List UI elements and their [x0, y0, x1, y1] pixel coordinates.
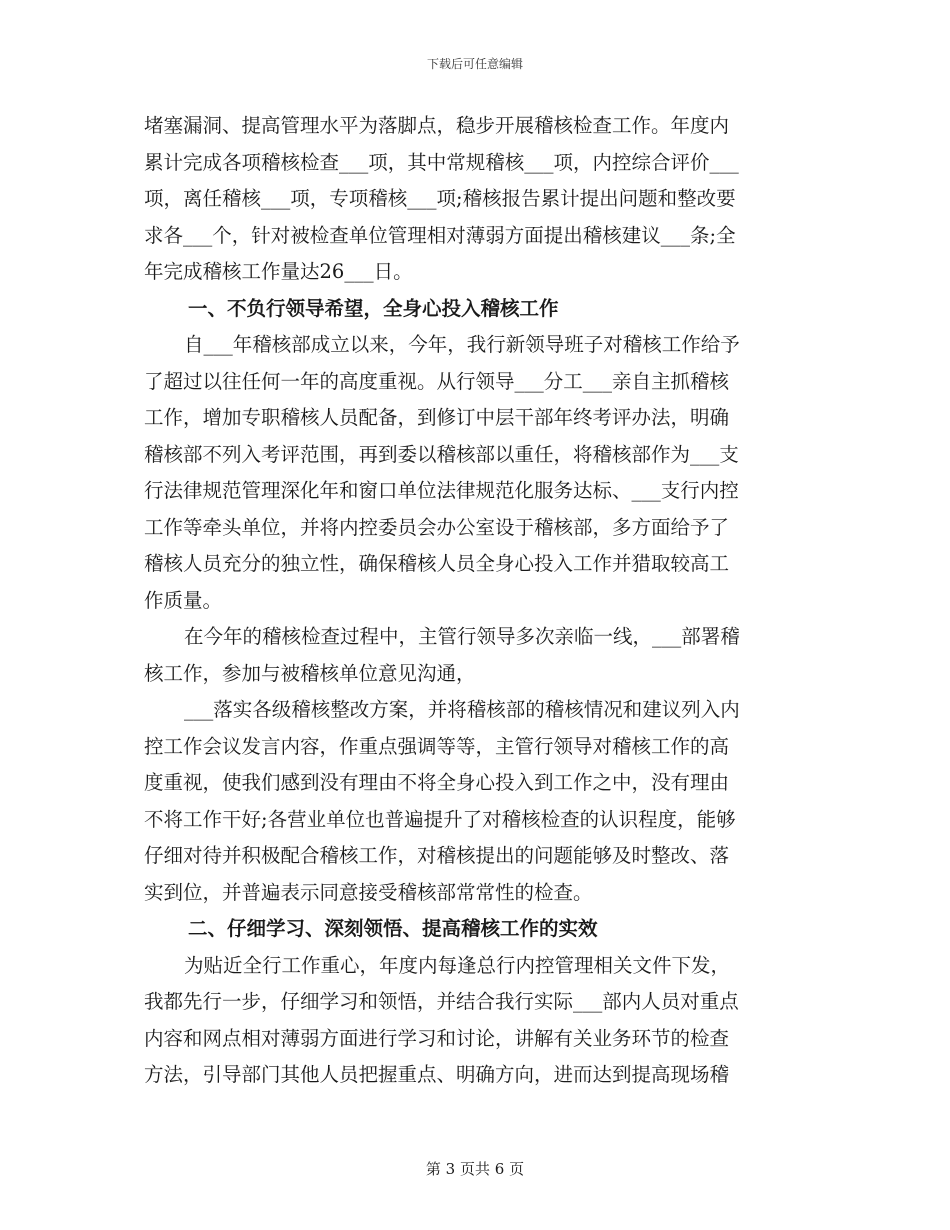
- paragraph-first-line: 在今年的稽核检查过程中，主管行领导多次亲临一线，___部署稽: [184, 625, 740, 648]
- text-line: 方法，引导部门其他人员把握重点、明确方向，进而达到提高现场稽: [144, 1063, 730, 1086]
- text-line: 了超过以往任何一年的高度重视。从行领导___分工___亲自主抓稽核: [144, 369, 730, 393]
- section-heading-1: 一、不负行领导希望，全身心投入稽核工作: [188, 296, 559, 320]
- text-line: 求各___个，针对被检查单位管理相对薄弱方面提出稽核建议___条;全: [144, 223, 736, 247]
- text-line: 作质量。: [144, 588, 223, 612]
- page-header: 下载后可任意编辑: [426, 57, 523, 71]
- text-line: 控工作会议发言内容，作重点强调等等，主管行领导对稽核工作的高: [144, 734, 730, 758]
- text-line: 工作等牵头单位，并将内控委员会办公室设于稽核部，多方面给予了: [144, 515, 730, 539]
- text-line: 年完成稽核工作量达26___日。: [144, 260, 413, 283]
- text-line: 我都先行一步，仔细学习和领悟，并结合我行实际___部内人员对重点: [144, 990, 739, 1013]
- text-line: 项，离任稽核___项，专项稽核___项;稽核报告累计提出问题和整改要: [144, 187, 736, 210]
- paragraph-first-line: 为贴近全行工作重心，年度内每逢总行内控管理相关文件下发，: [184, 953, 731, 977]
- text-line: 稽核部不列入考评范围，再到委以稽核部以重任，将稽核部作为___支: [144, 442, 739, 466]
- section-heading-2: 二、仔细学习、深刻领悟、提高稽核工作的实效: [188, 917, 598, 940]
- text-line: 核工作，参加与被稽核单位意见沟通，: [144, 661, 476, 685]
- text-line: 堵塞漏洞、提高管理水平为落脚点，稳步开展稽核检查工作。年度内: [144, 114, 730, 137]
- text-line: 仔细对待并积极配合稽核工作，对稽核提出的问题能够及时整改、落: [144, 844, 730, 867]
- paragraph-first-line: 自___年稽核部成立以来，今年，我行新领导班子对稽核工作给予: [184, 333, 740, 356]
- text-line: 度重视，使我们感到没有理由不将全身心投入到工作之中，没有理由: [144, 771, 730, 794]
- document-body: [144, 108, 806, 1094]
- text-line: 不将工作干好;各营业单位也普遍提升了对稽核检查的认识程度，能够: [144, 807, 736, 831]
- text-line: 稽核人员充分的独立性，确保稽核人员全身心投入工作并猎取较高工: [144, 552, 730, 575]
- text-line: 内容和网点相对薄弱方面进行学习和讨论，讲解有关业务环节的检查: [144, 1026, 730, 1050]
- page-footer: 第 3 页共 6 页: [425, 1160, 525, 1178]
- text-line: 累计完成各项稽核检查___项，其中常规稽核___项，内控综合评价___: [144, 150, 739, 174]
- paragraph-first-line: ___落实各级稽核整改方案，并将稽核部的稽核情况和建议列入内: [184, 698, 740, 721]
- text-line: 工作，增加专职稽核人员配备，到修订中层干部年终考评办法，明确: [144, 406, 730, 429]
- text-line: 行法律规范管理深化年和窗口单位法律规范化服务达标、___支行内控: [144, 479, 739, 502]
- text-line: 实到位，并普遍表示同意接受稽核部常常性的检查。: [144, 880, 593, 904]
